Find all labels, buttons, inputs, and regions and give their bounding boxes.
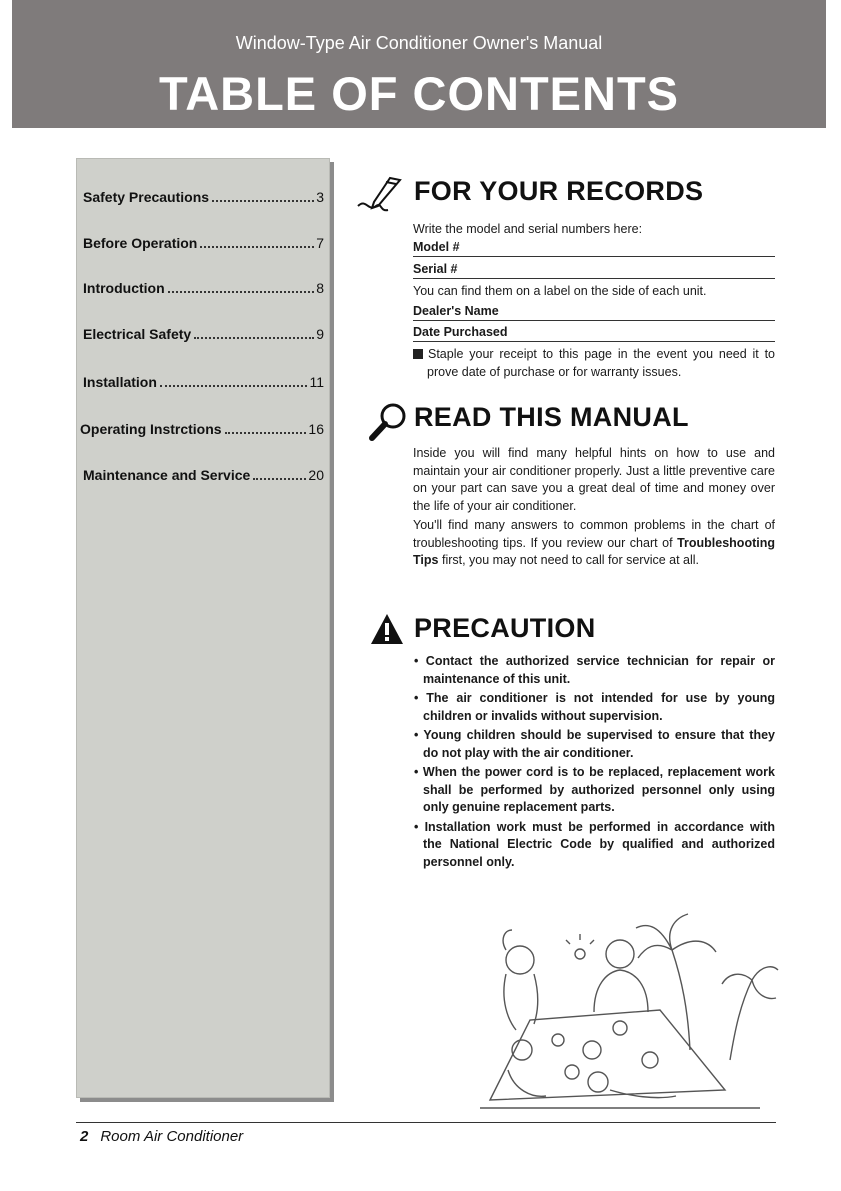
page-number: 2	[80, 1128, 89, 1145]
precaution-text: Young children should be supervised to ensure that they do not play with the air conditioner.	[423, 728, 776, 760]
toc-label: Electrical Safety	[83, 326, 192, 342]
staple-note	[413, 346, 775, 381]
family-picnic-illustration	[460, 900, 780, 1112]
precaution-text: The air conditioner is not intended for use by young children or invalids without supervision.	[423, 691, 775, 723]
precaution-title: PRECAUTION	[414, 613, 596, 643]
magnifier-icon	[368, 402, 408, 442]
manual-para-2-start: You'll find many answers to common problems in the chart of troubleshooting tips. If you review our chart of	[413, 518, 775, 550]
list-item: • Contact the authorized service technician for repair or maintenance of this unit.	[414, 654, 775, 686]
toc-item-installation[interactable]	[83, 374, 324, 390]
date-purchased-field[interactable]: Date Purchased	[413, 325, 775, 342]
toc-label: Safety Precautions	[83, 189, 210, 205]
toc-item-electrical-safety[interactable]	[83, 326, 324, 342]
footer-divider	[76, 1122, 776, 1123]
serial-number-field[interactable]: Serial #	[413, 262, 775, 279]
toc-label: Introduction	[83, 280, 165, 296]
list-item: • Young children should be supervised to ensure that they do not play with the air conditioner.	[414, 728, 776, 760]
staple-text: Staple your receipt to this page in the event you need it to prove date of purchase or for warranty issues.	[427, 347, 775, 379]
page-footer	[80, 1128, 243, 1145]
toc-page: 20	[308, 467, 324, 483]
manual-para-2	[413, 517, 775, 570]
toc-item-introduction[interactable]	[83, 280, 324, 296]
toc-label: Installation	[83, 374, 157, 390]
troubleshooting-tips-ref: Troubleshooting Tips	[413, 535, 775, 567]
toc-item-before-operation[interactable]	[83, 235, 324, 251]
footer-text: Room Air Conditioner	[100, 1128, 244, 1145]
toc-item-safety-precautions[interactable]	[83, 189, 324, 205]
manual-para-1: Inside you will find many helpful hints on how to use and maintain your air conditioner properly. Just a little preventive care on your part can save you a great deal of time and money over the life of your air conditioner.	[413, 446, 775, 513]
manual-subtitle: Window-Type Air Conditioner Owner's Manual	[235, 33, 603, 53]
manual-title: READ THIS MANUAL	[414, 402, 689, 432]
toc-item-maintenance-and-service[interactable]	[83, 467, 324, 483]
list-item: • The air conditioner is not intended for use by young children or invalids without supervision.	[414, 691, 775, 723]
toc-page: 7	[316, 235, 324, 251]
toc-page: 11	[309, 374, 324, 390]
toc-page: 8	[316, 280, 324, 296]
toc-label: Operating Instrctions	[80, 421, 222, 437]
page-title: TABLE OF CONTENTS	[158, 67, 680, 120]
records-find-text: You can find them on a label on the side of each unit.	[413, 284, 707, 298]
model-number-field[interactable]: Model #	[413, 240, 775, 257]
toc-label: Before Operation	[83, 235, 198, 251]
pen-writing-icon	[356, 176, 406, 216]
records-title: FOR YOUR RECORDS	[414, 176, 704, 206]
manual-para-2-end: first, you may not need to call for service at all.	[441, 553, 700, 567]
list-item: • When the power cord is to be replaced, replacement work shall be performed by authorized personnel only using only genuine replacement parts.	[414, 765, 775, 814]
warning-triangle-icon	[370, 613, 404, 645]
toc-page: 16	[308, 421, 324, 437]
precaution-list	[413, 653, 775, 873]
records-intro: Write the model and serial numbers here:	[413, 222, 643, 236]
toc-panel	[76, 158, 330, 1098]
page-header	[12, 0, 826, 128]
precaution-text: When the power cord is to be replaced, replacement work shall be performed by authorized personnel only using only genuine replacement parts.	[422, 765, 775, 814]
toc-page: 9	[316, 326, 324, 342]
square-bullet-icon	[413, 349, 423, 359]
dealer-name-field[interactable]: Dealer's Name	[413, 304, 775, 321]
list-item: • Installation work must be performed in accordance with the National Electric Code by qualified and authorized personnel only.	[414, 819, 775, 869]
toc-item-operating-instructions[interactable]	[80, 421, 324, 437]
toc-label: Maintenance and Service	[83, 467, 251, 483]
toc-page: 3	[316, 189, 324, 205]
precaution-text: Contact the authorized service technician for repair or maintenance of this unit.	[423, 654, 775, 686]
precaution-text: Installation work must be performed in accordance with the National Electric Code by qualified and authorized personnel only.	[423, 819, 775, 869]
